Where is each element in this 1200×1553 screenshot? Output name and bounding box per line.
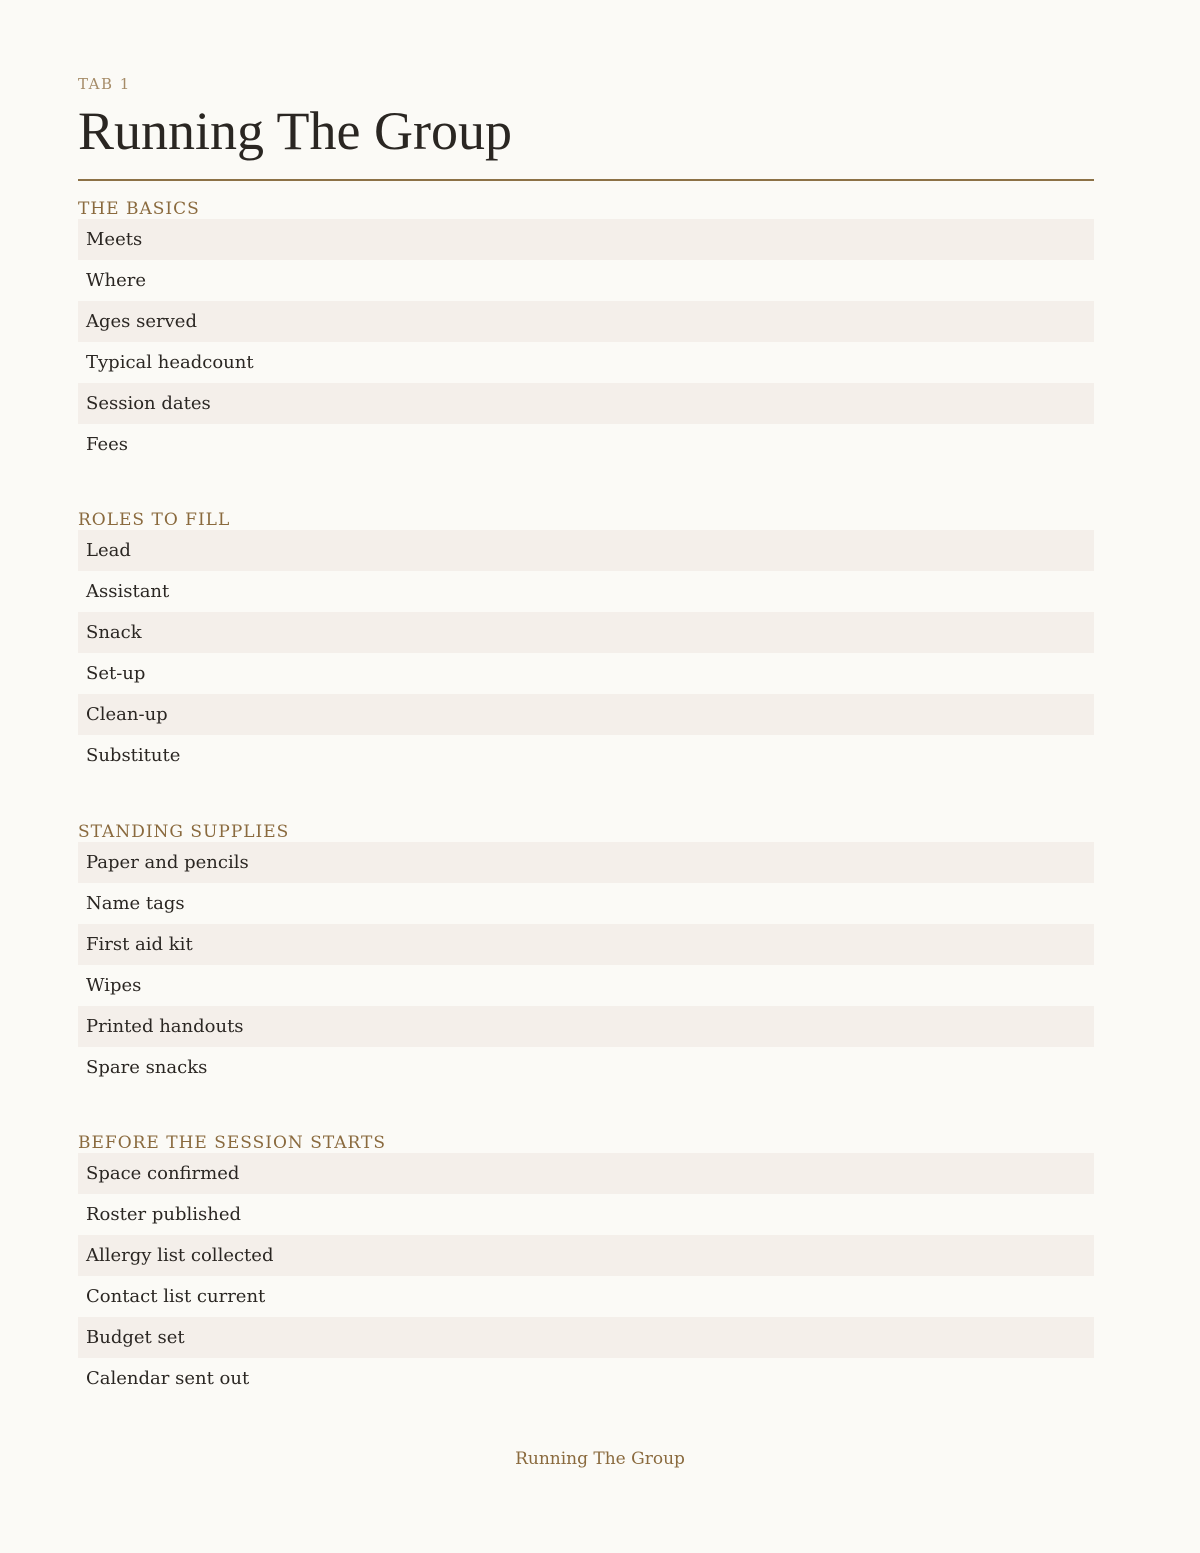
section-heading: STANDING SUPPLIES	[78, 822, 290, 842]
list-item: Snack	[78, 612, 1094, 653]
item-list	[78, 1153, 1094, 1399]
list-item: Calendar sent out	[86, 1368, 250, 1389]
page-footer: Running The Group	[515, 1449, 685, 1469]
list-item: Meets	[78, 219, 1094, 260]
item-list	[78, 842, 1094, 1088]
list-item: First aid kit	[78, 924, 1094, 965]
list-item: Space confirmed	[78, 1153, 1094, 1194]
list-item: Roster published	[86, 1204, 241, 1225]
section-heading: ROLES TO FILL	[78, 510, 231, 530]
section-before-the-session-starts	[78, 1133, 1094, 1399]
list-item: Substitute	[86, 745, 181, 766]
section-standing-supplies	[78, 822, 1094, 1088]
page-title: Running The Group	[78, 101, 512, 161]
list-item: Printed handouts	[78, 1006, 1094, 1047]
section-heading: BEFORE THE SESSION STARTS	[78, 1133, 387, 1153]
list-item: Spare snacks	[86, 1057, 208, 1078]
section-heading: THE BASICS	[78, 199, 200, 219]
title-divider	[78, 179, 1094, 181]
list-item: Budget set	[78, 1317, 1094, 1358]
list-item: Wipes	[86, 975, 142, 996]
list-item: Paper and pencils	[78, 842, 1094, 883]
list-item: Ages served	[78, 301, 1094, 342]
item-list	[78, 219, 1094, 465]
list-item: Name tags	[86, 893, 185, 914]
list-item: Clean-up	[78, 694, 1094, 735]
list-item: Assistant	[86, 581, 170, 602]
list-item: Fees	[86, 434, 129, 455]
section-roles-to-fill	[78, 510, 1094, 776]
tab-label: TAB 1	[78, 75, 131, 93]
item-list	[78, 530, 1094, 776]
list-item: Where	[86, 270, 147, 291]
list-item: Allergy list collected	[78, 1235, 1094, 1276]
list-item: Set-up	[86, 663, 146, 684]
list-item: Contact list current	[86, 1286, 266, 1307]
section-the-basics	[78, 199, 1094, 465]
list-item: Lead	[78, 530, 1094, 571]
list-item: Typical headcount	[86, 352, 254, 373]
list-item: Session dates	[78, 383, 1094, 424]
